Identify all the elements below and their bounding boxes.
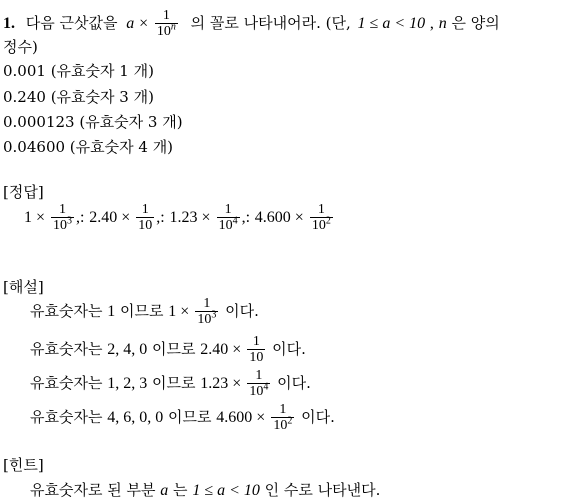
answer-fraction-3: $\frac{1}{10^4}$	[218, 202, 238, 233]
explanation-line-2: 유효숫자는 2, 4, 0 이므로 2.40 × $\frac{1}{10}$ 이다.	[30, 334, 306, 365]
fraction-numerator: 1	[162, 8, 170, 23]
answer-fraction-1: $\frac{1}{10^3}$	[53, 202, 73, 233]
problem-number: 1.	[3, 15, 15, 32]
problem-line-2: 정수)	[3, 38, 38, 56]
explanation-line-4: 유효숫자는 4, 6, 0, 0 이므로 4.600 × $\frac{1}{10^2}$ 이다.	[30, 402, 335, 433]
answer-fraction-2: $\frac{1}{10}$	[138, 202, 153, 233]
answer-terms: 1 × $\frac{1}{10^3}$ ,: 2.40 × $\frac{1}{10}$ ,: 1.23 × $\frac{1}{10^4}$ ,: 4.600 × $\frac{1}{10^2}$	[24, 202, 331, 233]
item-2: 0.240 (유효숫자 3 개)	[3, 88, 154, 106]
item-4: 0.04600 (유효숫자 4 개)	[3, 138, 174, 156]
item-3: 0.000123 (유효숫자 3 개)	[3, 113, 183, 131]
explanation-header: [해설]	[3, 278, 44, 296]
hint-header: [힌트]	[3, 456, 44, 474]
explanation-line-1: 유효숫자는 1 이므로 1 × $\frac{1}{10^3}$ 이다.	[30, 296, 259, 327]
item-1: 0.001 (유효숫자 1 개)	[3, 62, 154, 80]
problem-line-1: 1. 다음 근삿값을 a × $\frac{1}{10^n}$ 의 꼴로 나타내어라. (단, 1 ≤ a < 10 , n 은 양의	[3, 8, 500, 39]
condition: 1 ≤ a < 10	[357, 15, 426, 32]
problem-mid: 의 꼴로 나타내어라. (단,	[190, 14, 351, 32]
form-variable: a	[126, 15, 135, 32]
hint-text: 유효숫자로 된 부분 a 는 1 ≤ a < 10 인 수로 나타낸다.	[30, 481, 381, 499]
condition-n: n	[438, 15, 447, 32]
problem-intro: 다음 근삿값을	[25, 14, 118, 32]
fraction-denominator: 10$^n$	[156, 21, 176, 39]
explanation-line-3: 유효숫자는 1, 2, 3 이므로 1.23 × $\frac{1}{10^4}$ 이다.	[30, 368, 311, 399]
condition-tail: 은 양의	[451, 14, 500, 32]
form-fraction	[155, 8, 178, 40]
answer-header: [정답]	[3, 183, 44, 201]
answer-fraction-4: $\frac{1}{10^2}$	[311, 202, 331, 233]
times-sign: ×	[139, 15, 149, 32]
